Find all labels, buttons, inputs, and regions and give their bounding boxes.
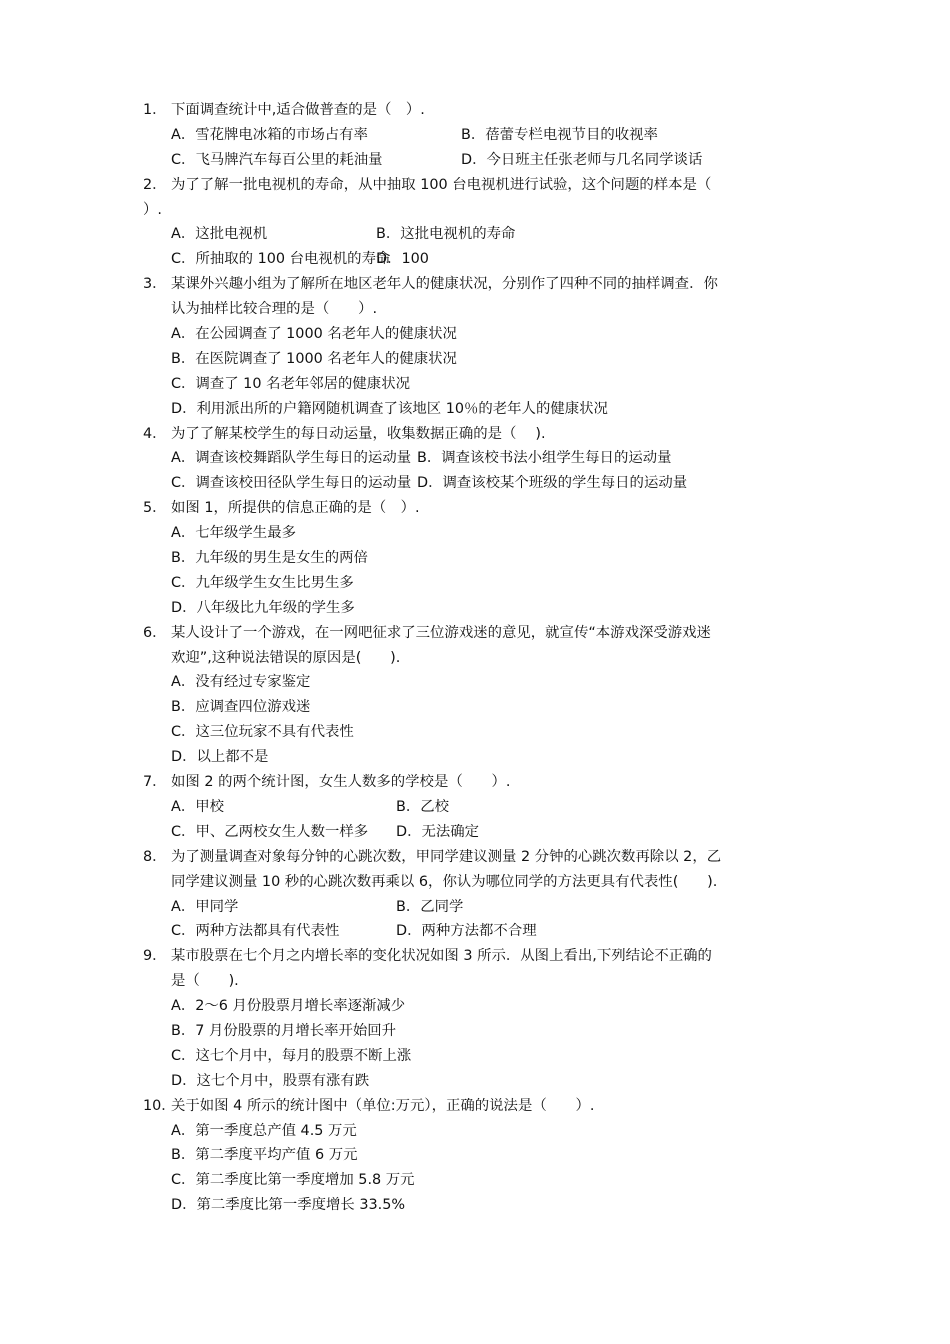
answer-option: C．这七个月中，每月的股票不断上涨	[171, 1047, 412, 1064]
answer-option: B．在医院调查了 1000 名老年人的健康状况	[171, 350, 457, 367]
question-number: 7．	[143, 774, 167, 791]
question-number: 5．	[143, 500, 167, 517]
answer-option: B．乙同学	[396, 898, 464, 915]
answer-option: A．没有经过专家鉴定	[171, 674, 311, 691]
answer-option: C．九年级学生女生比男生多	[171, 574, 354, 591]
question-stem	[143, 98, 823, 123]
answer-option: D．100	[376, 251, 429, 268]
question-text-continued: ）.	[143, 201, 162, 218]
option-row	[143, 596, 823, 621]
answer-option: C．调查了 10 名老年邻居的健康状况	[171, 375, 410, 392]
option-row	[143, 1119, 823, 1144]
answer-option: D．无法确定	[396, 823, 480, 840]
answer-option: B．调查该校书法小组学生每日的运动量	[417, 450, 672, 467]
answer-option: B．蓓蕾专栏电视节目的收视率	[461, 126, 658, 143]
answer-option: D．第二季度比第一季度增长 33.5%	[171, 1197, 406, 1214]
option-row	[143, 1143, 823, 1168]
option-row	[143, 1193, 823, 1218]
option-row	[143, 222, 823, 247]
question-text: 为了了解一批电视机的寿命，从中抽取 100 台电视机进行试验，这个问题的样本是（	[171, 176, 712, 193]
option-row	[143, 745, 823, 770]
option-row	[143, 720, 823, 745]
question-number: 10．	[143, 1097, 176, 1114]
question-stem	[143, 1094, 823, 1119]
answer-option: A．甲同学	[171, 898, 239, 915]
option-row	[143, 521, 823, 546]
question-text-continued: 是（ ).	[171, 973, 239, 990]
answer-option: A．这批电视机	[171, 226, 268, 243]
option-row	[143, 372, 823, 397]
question-number: 2．	[143, 176, 167, 193]
question-text: 关于如图 4 所示的统计图中（单位:万元），正确的说法是（ ）.	[171, 1097, 595, 1114]
answer-option: A．在公园调查了 1000 名老年人的健康状况	[171, 326, 457, 343]
option-row	[143, 994, 823, 1019]
question-stem	[143, 496, 823, 521]
question-stem	[143, 845, 823, 870]
question-text: 为了测量调查对象每分钟的心跳次数，甲同学建议测量 2 分钟的心跳次数再除以 2，乙	[171, 848, 722, 865]
answer-option: A．第一季度总产值 4.5 万元	[171, 1122, 357, 1139]
answer-option: C．所抽取的 100 台电视机的寿命	[171, 251, 391, 268]
question-stem	[143, 422, 823, 447]
answer-option: B．这批电视机的寿命	[376, 226, 516, 243]
question-stem	[143, 944, 823, 969]
option-row	[143, 247, 823, 272]
answer-option: C．两种方法都具有代表性	[171, 923, 340, 940]
answer-option: B．乙校	[396, 798, 450, 815]
answer-option: A．甲校	[171, 798, 225, 815]
answer-option: D．利用派出所的户籍网随机调查了该地区 10％的老年人的健康状况	[171, 400, 608, 417]
question-text: 下面调查统计中,适合做普查的是（ ）.	[171, 102, 425, 118]
option-row	[143, 670, 823, 695]
option-row	[143, 347, 823, 372]
answer-option: A．2～6 月份股票月增长率逐渐减少	[171, 998, 406, 1015]
answer-option: B．第二季度平均产值 6 万元	[171, 1147, 358, 1164]
answer-option: C．第二季度比第一季度增加 5.8 万元	[171, 1172, 415, 1189]
option-row	[143, 1019, 823, 1044]
question-number: 1．	[143, 102, 167, 118]
answer-option: C．调查该校田径队学生每日的运动量	[171, 475, 412, 492]
question-stem	[143, 272, 823, 297]
question-text: 如图 1，所提供的信息正确的是（ ）.	[171, 500, 420, 517]
answer-option: D．这七个月中，股票有涨有跌	[171, 1072, 370, 1089]
question-number: 9．	[143, 948, 167, 965]
answer-option: A．七年级学生最多	[171, 525, 296, 542]
option-row	[143, 919, 823, 944]
option-row	[143, 695, 823, 720]
answer-option: D．两种方法都不合理	[396, 923, 537, 940]
option-row	[143, 123, 823, 148]
question-list	[143, 98, 823, 1218]
option-row	[143, 571, 823, 596]
question-text: 某课外兴趣小组为了解所在地区老年人的健康状况，分别作了四种不同的抽样调查．你	[171, 276, 718, 293]
question-text-continued: 同学建议测量 10 秒的心跳次数再乘以 6，你认为哪位同学的方法更具有代表性( ).	[171, 873, 718, 890]
answer-option: C．甲、乙两校女生人数一样多	[171, 823, 369, 840]
answer-option: B．应调查四位游戏迷	[171, 699, 311, 716]
question-stem	[143, 173, 823, 198]
answer-option: D．八年级比九年级的学生多	[171, 599, 355, 616]
option-row	[143, 895, 823, 920]
answer-option: B．7 月份股票的月增长率开始回升	[171, 1022, 397, 1039]
option-row	[143, 795, 823, 820]
answer-option: C．飞马牌汽车每百公里的耗油量	[171, 151, 383, 168]
option-row	[143, 397, 823, 422]
question-text-continued: 欢迎”,这种说法错误的原因是( ).	[171, 649, 401, 666]
question-number: 3．	[143, 276, 167, 293]
question-number: 6．	[143, 624, 167, 641]
option-row	[143, 546, 823, 571]
option-row	[143, 322, 823, 347]
answer-option: C．这三位玩家不具有代表性	[171, 724, 354, 741]
question-text: 某市股票在七个月之内增长率的变化状况如图 3 所示．从图上看出,下列结论不正确的	[171, 948, 712, 965]
answer-option: A．调查该校舞蹈队学生每日的运动量	[171, 450, 412, 467]
option-row	[143, 820, 823, 845]
option-row	[143, 1069, 823, 1094]
question-text: 如图 2 的两个统计图，女生人数多的学校是（ ）.	[171, 774, 511, 791]
option-row	[143, 471, 823, 496]
answer-option: B．九年级的男生是女生的两倍	[171, 550, 368, 567]
option-row	[143, 1044, 823, 1069]
answer-option: A．雪花牌电冰箱的市场占有率	[171, 126, 368, 143]
question-text-continued: 认为抽样比较合理的是（ ）.	[171, 301, 378, 318]
question-number: 4．	[143, 425, 167, 442]
question-stem	[143, 770, 823, 795]
option-row	[143, 1168, 823, 1193]
option-row	[143, 148, 823, 173]
answer-option: D．今日班主任张老师与几名同学谈话	[461, 151, 703, 168]
answer-option: D．调查该校某个班级的学生每日的运动量	[417, 475, 688, 492]
question-text: 某人设计了一个游戏，在一网吧征求了三位游戏迷的意见，就宣传“本游戏深受游戏迷	[171, 624, 711, 641]
option-row	[143, 446, 823, 471]
question-number: 8．	[143, 848, 167, 865]
answer-option: D．以上都不是	[171, 749, 269, 766]
question-text: 为了了解某校学生的每日动运量，收集数据正确的是（ ).	[171, 425, 546, 442]
question-stem	[143, 621, 823, 646]
